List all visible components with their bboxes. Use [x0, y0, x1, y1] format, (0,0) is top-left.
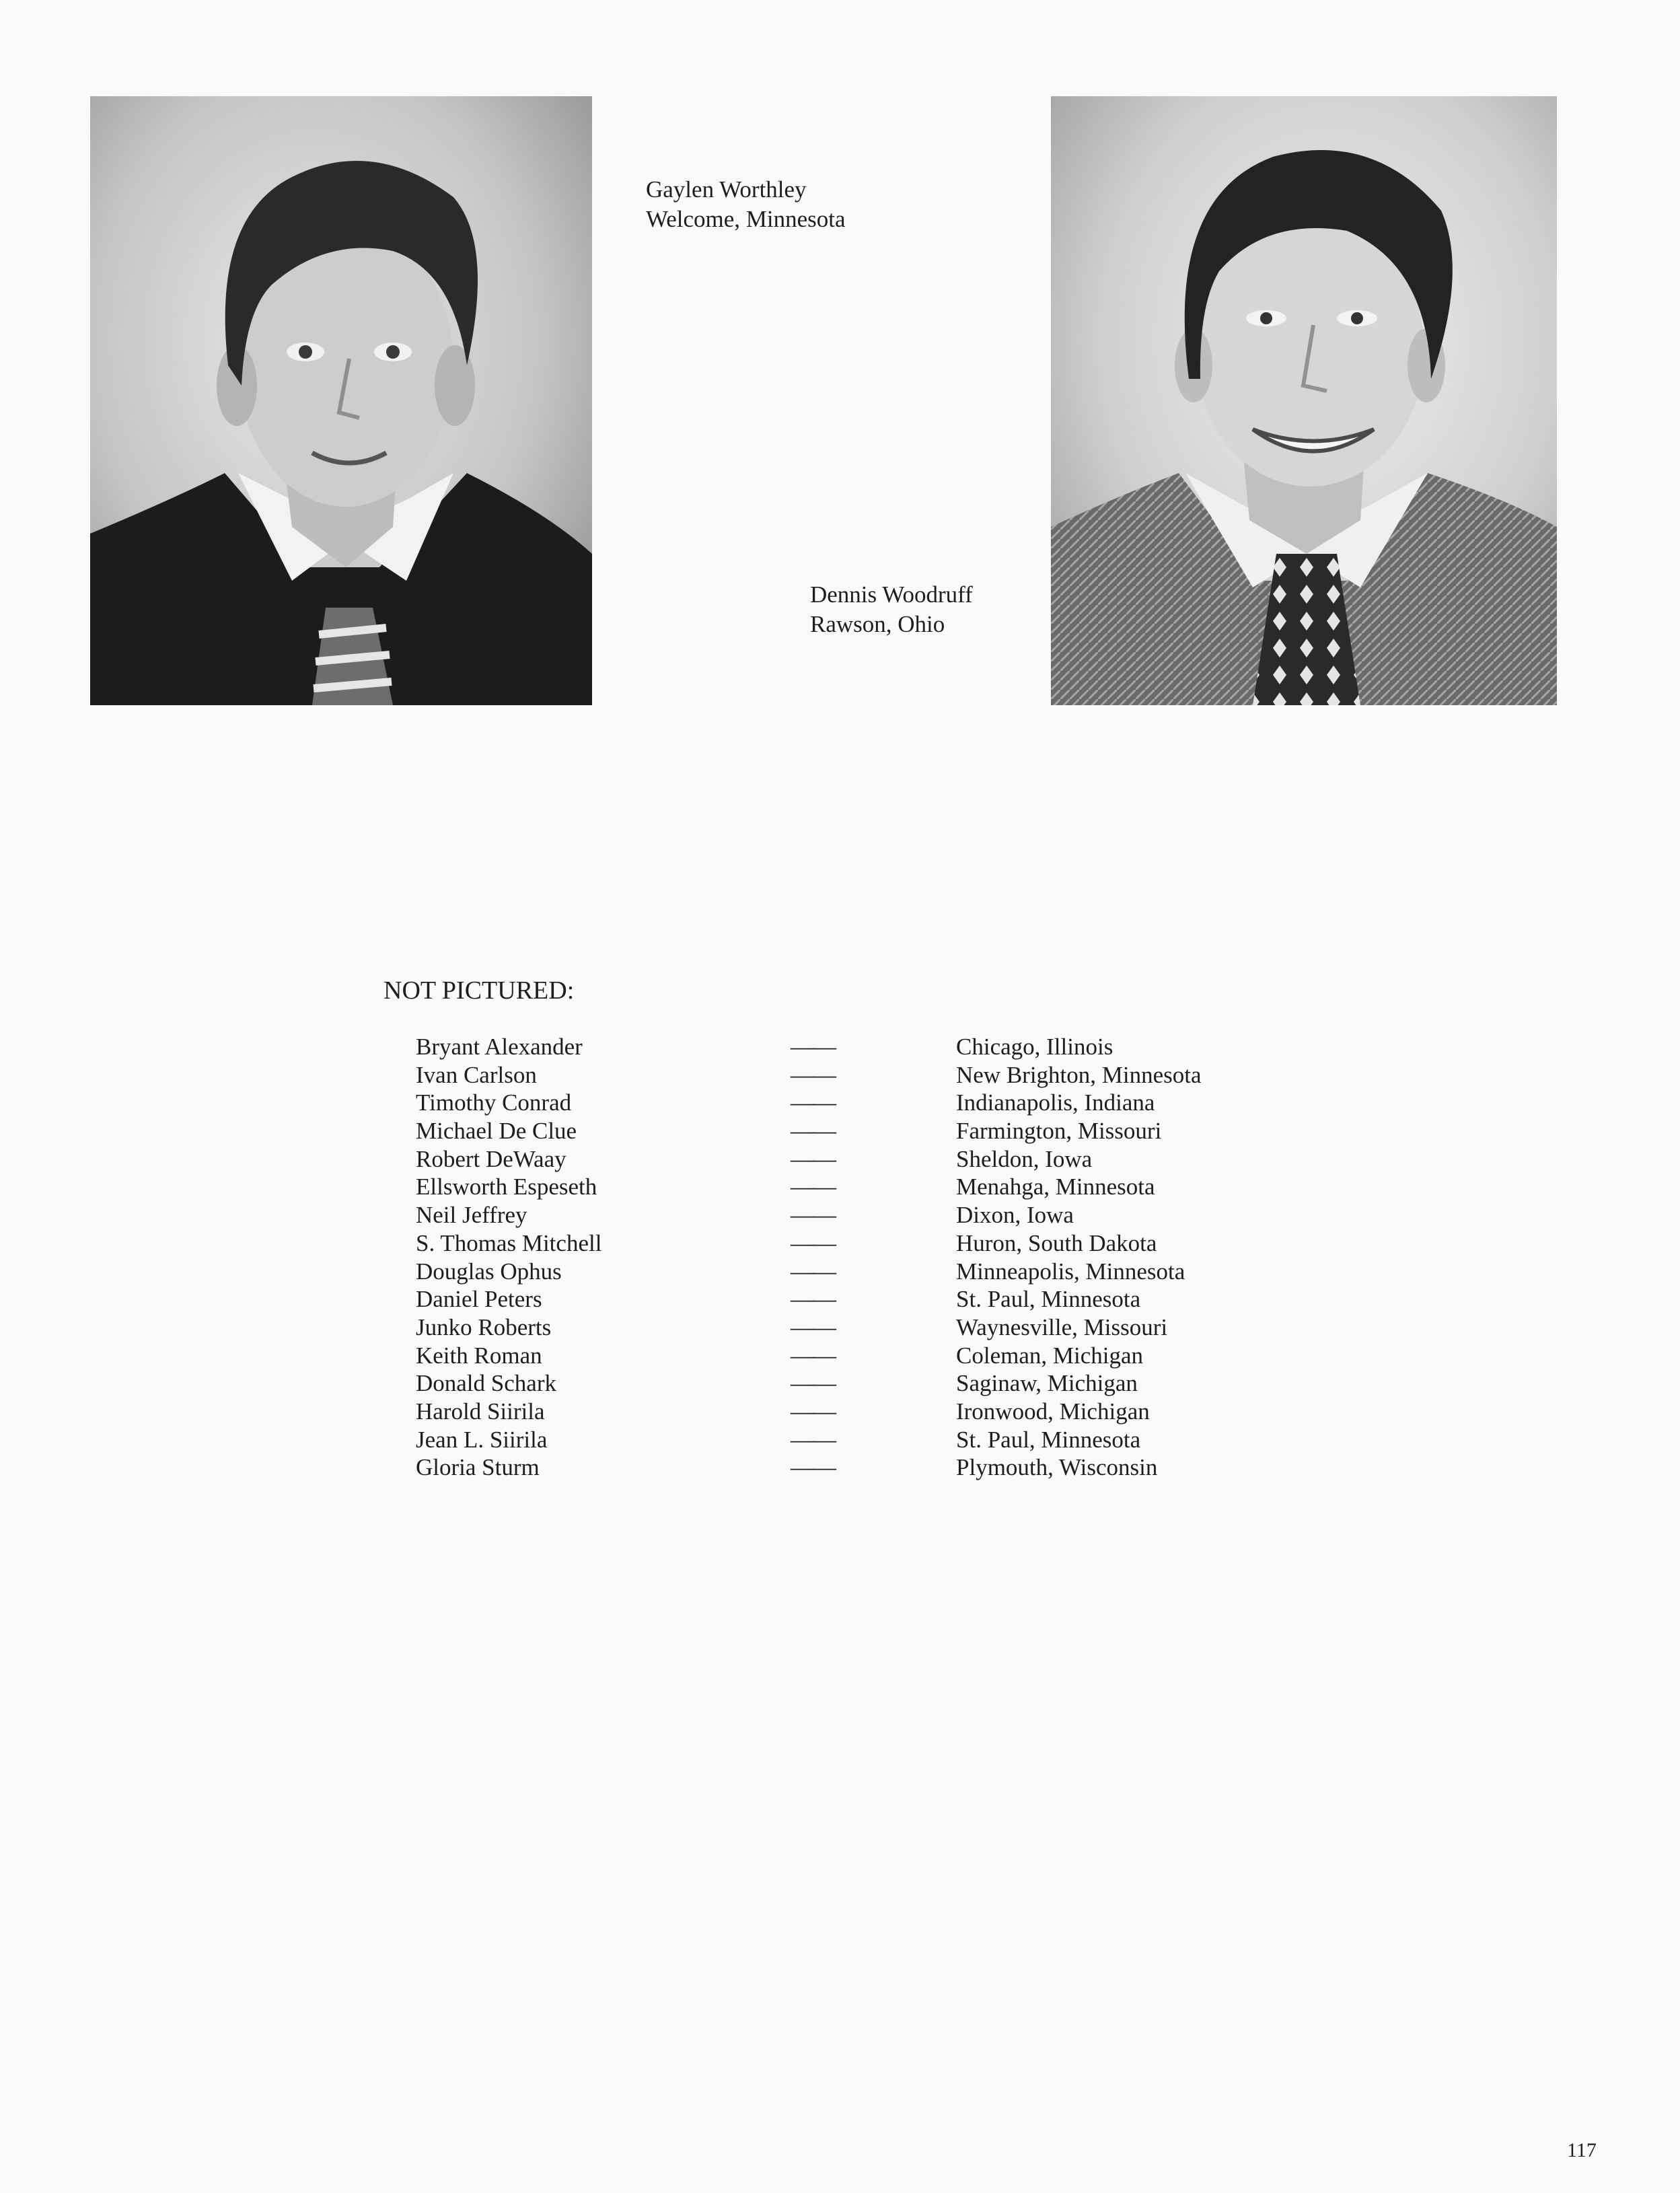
separator-dash: ——	[791, 1342, 835, 1369]
list-item	[416, 1426, 1290, 1454]
person-name: Junko Roberts	[416, 1314, 552, 1340]
list-item	[416, 1314, 1290, 1342]
list-item	[416, 1033, 1290, 1061]
list-item	[416, 1117, 1290, 1145]
separator-dash: ——	[791, 1034, 835, 1060]
separator-dash: ——	[791, 1426, 835, 1453]
separator-dash: ——	[791, 1145, 835, 1172]
hometown: Huron, South Dakota	[956, 1229, 1157, 1256]
separator-dash: ——	[791, 1258, 835, 1285]
separator-dash: ——	[791, 1202, 835, 1229]
hometown: Dixon, Iowa	[956, 1202, 1074, 1229]
person-name: Donald Schark	[416, 1370, 556, 1397]
hometown: Sheldon, Iowa	[956, 1145, 1093, 1172]
person-name: Bryant Alexander	[416, 1034, 583, 1060]
person-name: Michael De Clue	[416, 1118, 577, 1145]
list-item	[416, 1453, 1290, 1482]
list-item	[416, 1089, 1290, 1117]
person-name: Jean L. Siirila	[416, 1426, 548, 1453]
hometown: Waynesville, Missouri	[956, 1314, 1168, 1340]
person-name: Ellsworth Espeseth	[416, 1174, 597, 1200]
list-item	[416, 1369, 1290, 1398]
hometown: New Brighton, Minnesota	[956, 1061, 1202, 1088]
list-item	[416, 1173, 1290, 1201]
portrait-photo-worthley	[90, 96, 592, 705]
portrait-image	[90, 96, 592, 705]
person-name: Keith Roman	[416, 1342, 542, 1369]
list-item	[416, 1229, 1290, 1258]
hometown: Indianapolis, Indiana	[956, 1089, 1155, 1116]
hometown: Farmington, Missouri	[956, 1118, 1162, 1145]
person-name: Neil Jeffrey	[416, 1202, 527, 1229]
separator-dash: ——	[791, 1174, 835, 1200]
person-name: Robert DeWaay	[416, 1145, 567, 1172]
portrait-name: Dennis Woodruff	[810, 581, 973, 608]
hometown: Chicago, Illinois	[956, 1034, 1113, 1060]
hometown: St. Paul, Minnesota	[956, 1426, 1141, 1453]
list-item	[416, 1145, 1290, 1174]
separator-dash: ——	[791, 1229, 835, 1256]
separator-dash: ——	[791, 1089, 835, 1116]
person-name: Gloria Sturm	[416, 1454, 540, 1481]
person-name: Daniel Peters	[416, 1286, 542, 1313]
list-item	[416, 1342, 1290, 1370]
portrait-hometown: Welcome, Minnesota	[646, 206, 846, 232]
hometown: Menahga, Minnesota	[956, 1174, 1155, 1200]
list-item	[416, 1061, 1290, 1089]
portrait-image	[1051, 96, 1557, 705]
list-item	[416, 1201, 1290, 1229]
hometown: Saginaw, Michigan	[956, 1370, 1138, 1397]
hometown: Minneapolis, Minnesota	[956, 1258, 1185, 1285]
separator-dash: ——	[791, 1286, 835, 1313]
list-item	[416, 1258, 1290, 1286]
portrait-name: Gaylen Worthley	[646, 176, 807, 203]
portrait-photo-woodruff	[1051, 96, 1557, 705]
person-name: S. Thomas Mitchell	[416, 1229, 602, 1256]
hometown: Plymouth, Wisconsin	[956, 1454, 1158, 1481]
not-pictured-heading: NOT PICTURED:	[384, 976, 575, 1005]
separator-dash: ——	[791, 1398, 835, 1425]
portrait-caption-worthley	[646, 175, 846, 234]
hometown: Coleman, Michigan	[956, 1342, 1144, 1369]
separator-dash: ——	[791, 1061, 835, 1088]
page-number: 117	[1567, 2139, 1597, 2161]
person-name: Douglas Ophus	[416, 1258, 562, 1285]
hometown: Ironwood, Michigan	[956, 1398, 1150, 1425]
separator-dash: ——	[791, 1314, 835, 1340]
separator-dash: ——	[791, 1118, 835, 1145]
separator-dash: ——	[791, 1370, 835, 1397]
person-name: Harold Siirila	[416, 1398, 545, 1425]
portrait-hometown: Rawson, Ohio	[810, 611, 945, 637]
separator-dash: ——	[791, 1454, 835, 1481]
hometown: St. Paul, Minnesota	[956, 1286, 1141, 1313]
list-item	[416, 1398, 1290, 1426]
list-item	[416, 1285, 1290, 1314]
not-pictured-list	[416, 1033, 1290, 1482]
person-name: Timothy Conrad	[416, 1089, 572, 1116]
portrait-caption-woodruff	[810, 580, 973, 639]
person-name: Ivan Carlson	[416, 1061, 537, 1088]
